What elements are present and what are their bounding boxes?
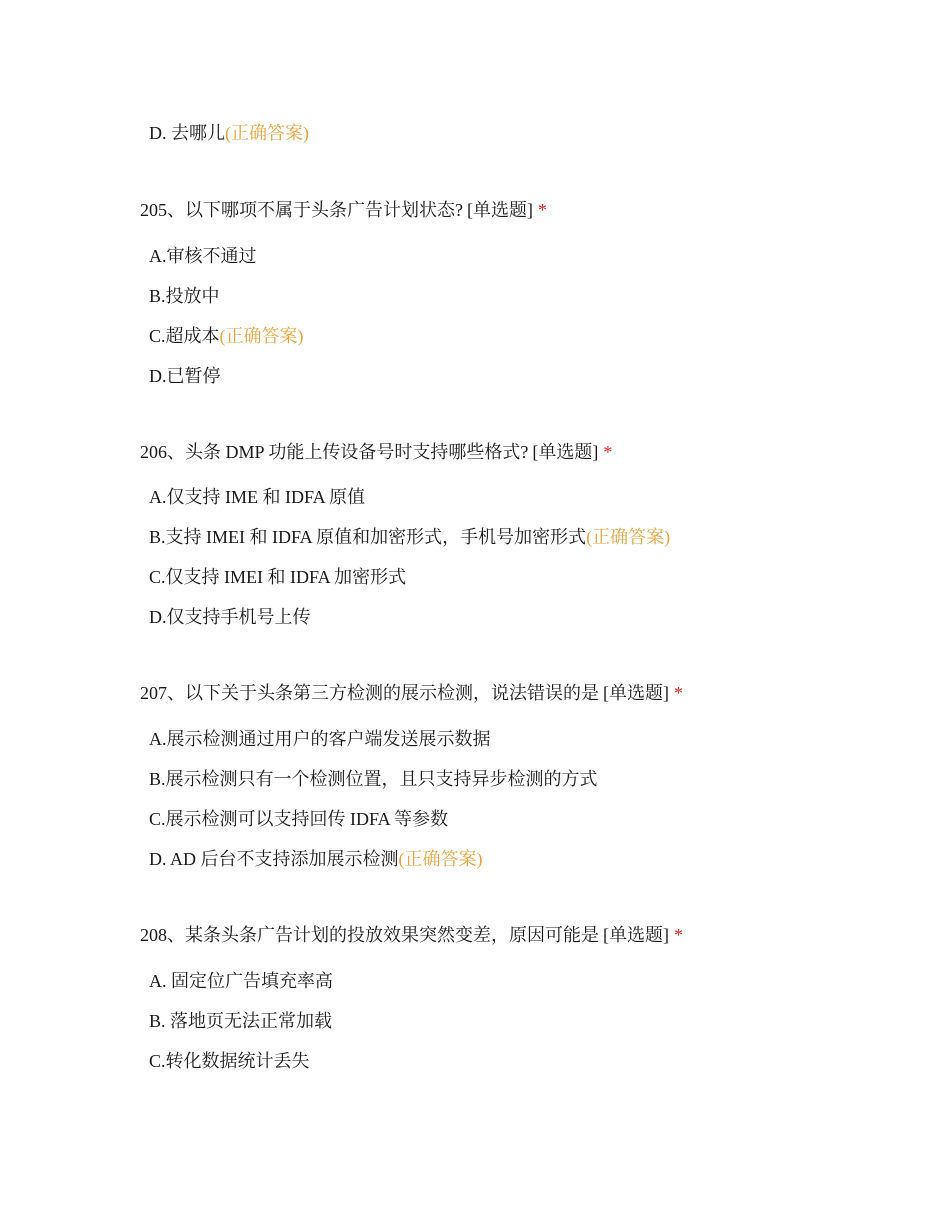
question-type: [单选题] [532,442,599,462]
option-text: B. 落地页无法正常加载 [149,1011,333,1031]
option-text: C.转化数据统计丢失 [149,1051,310,1071]
option-text: C.展示检测可以支持回传 IDFA 等参数 [149,809,449,829]
option-list [140,485,920,645]
option-text: D.仅支持手机号上传 [149,607,311,627]
correct-answer-mark: (正确答案) [225,123,309,143]
option-text: B.投放中 [149,286,220,306]
required-asterisk: * [538,200,547,220]
option-text: D. 去哪儿 [149,123,225,143]
question-205 [140,198,920,404]
question-207 [140,681,920,887]
option-item [149,121,920,161]
question-206 [140,440,920,645]
required-asterisk: * [603,442,613,462]
question-title [140,923,920,947]
option-text: D.已暂停 [149,366,221,386]
previous-question-tail [140,121,920,161]
option-item [149,1049,920,1089]
option-item [149,727,920,767]
option-text: C.仅支持 IMEI 和 IDFA 加密形式 [149,567,407,587]
option-item [149,605,920,645]
required-asterisk: * [674,683,683,703]
option-item [149,364,920,404]
option-text: A.仅支持 IME 和 IDFA 原值 [149,487,366,507]
option-item [149,324,920,364]
question-text: 205、以下哪项不属于头条广告计划状态? [140,200,463,220]
required-asterisk: * [674,925,683,945]
option-text: A. 固定位广告填充率高 [149,971,333,991]
option-text: B.支持 IMEI 和 IDFA 原值和加密形式，手机号加密形式 [149,527,587,547]
option-text: B.展示检测只有一个检测位置，且只支持异步检测的方式 [149,769,598,789]
option-item [149,847,920,887]
question-type: [单选题] [467,200,533,220]
option-item [149,284,920,324]
correct-answer-mark: (正确答案) [586,527,671,547]
option-item [149,767,920,807]
correct-answer-mark: (正确答案) [398,849,483,869]
option-list [140,969,920,1089]
option-item [149,565,920,605]
question-type: [单选题] [603,683,669,703]
option-text: C.超成本 [149,326,220,346]
option-text: D. AD 后台不支持添加展示检测 [149,849,399,869]
option-item [149,1009,920,1049]
option-list [140,727,920,887]
option-text: A.审核不通过 [149,246,257,266]
option-item [149,485,920,525]
correct-answer-mark: (正确答案) [219,326,304,346]
question-text: 208、某条头条广告计划的投放效果突然变差，原因可能是 [140,925,599,945]
question-text: 206、头条 DMP 功能上传设备号时支持哪些格式? [140,442,529,462]
option-item [149,807,920,847]
question-text: 207、以下关于头条第三方检测的展示检测，说法错误的是 [140,683,599,703]
question-title [140,198,920,222]
option-list [140,244,920,404]
question-title [140,440,920,464]
option-text: A.展示检测通过用户的客户端发送展示数据 [149,729,491,749]
option-item [149,244,920,284]
option-item [149,525,920,565]
question-title [140,681,920,705]
question-type: [单选题] [603,925,669,945]
question-208 [140,923,920,1089]
option-item [149,969,920,1009]
